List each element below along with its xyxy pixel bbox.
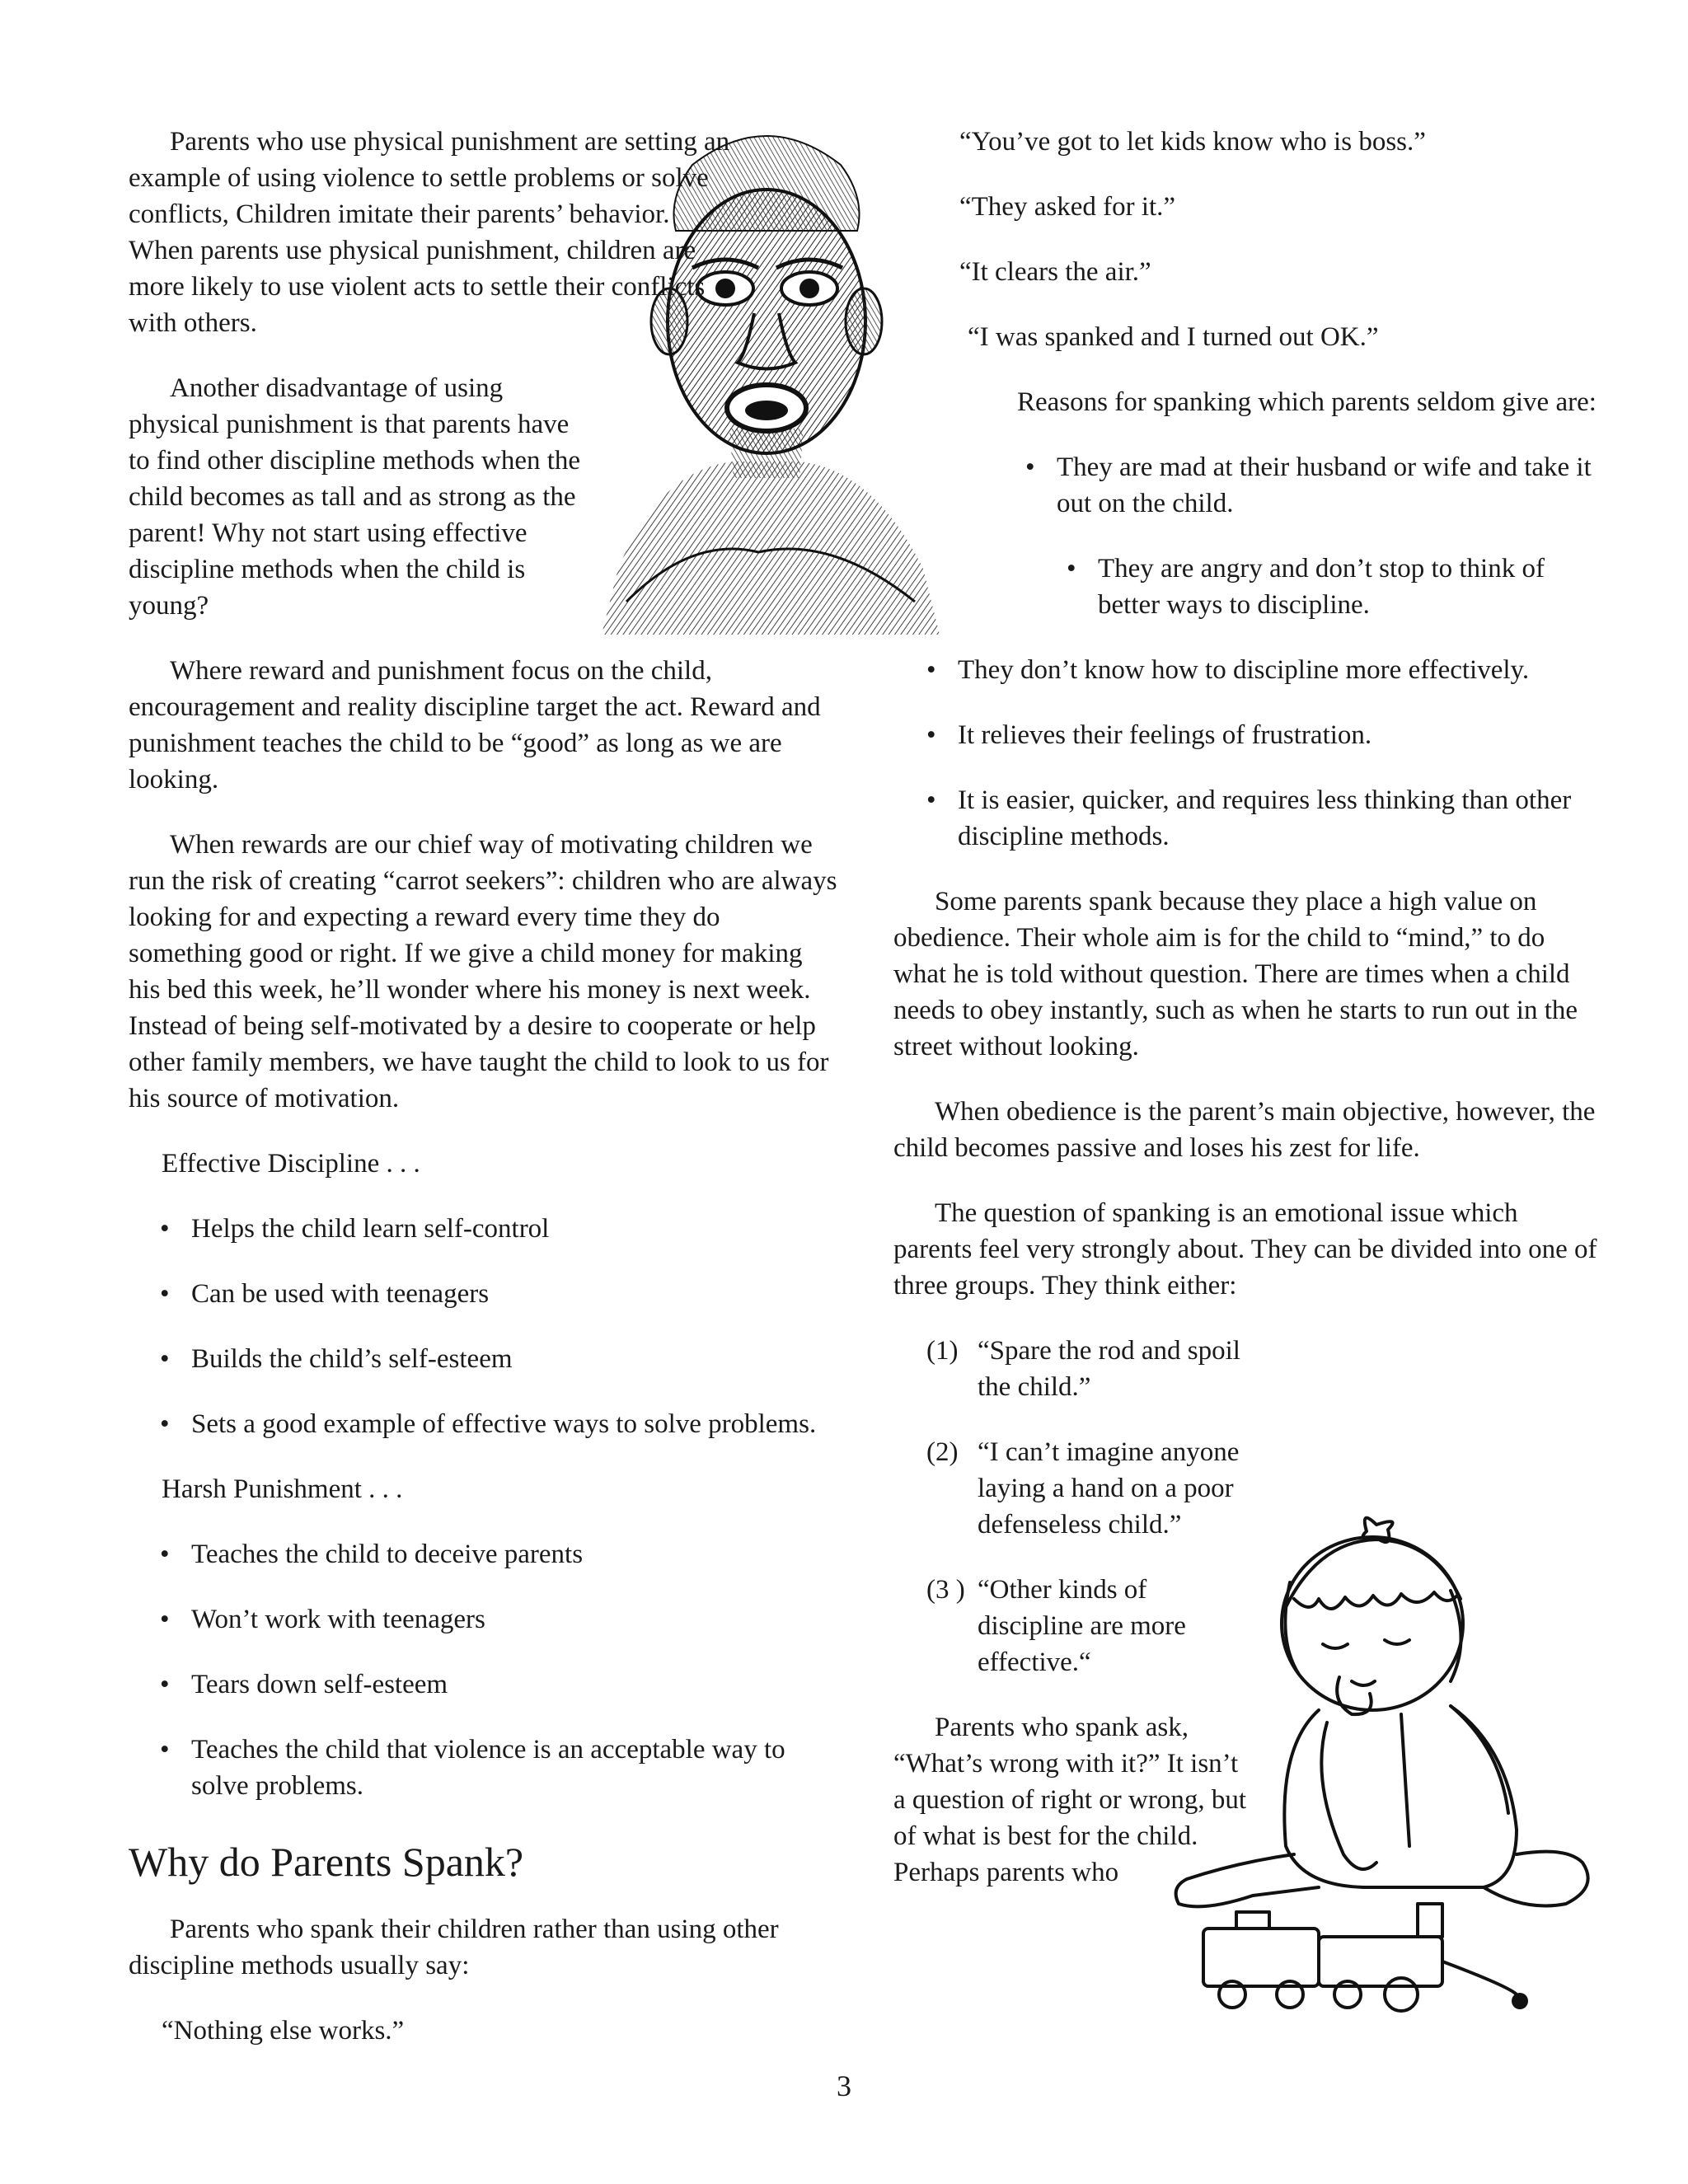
paragraph-disadvantage: Another disadvantage of using physical punishment is that parents have to find other discipline methods when the child becomes as tall and as strong as the parent! Why not start using effective discipline methods when the child is young? [129,373,581,621]
list-item: • They don’t know how to discipline more effectively. [926,652,1602,688]
page-number: 3 [837,2069,851,2102]
paragraph-spank-intro: Parents who spank their children rather than using other discipline methods usually say: [129,1915,779,1980]
paragraph-obedience: Some parents spank because they place a high value on obedience. Their whole aim is for the child to “mind,” to do what he is told without question. There are times when a child needs to obey instantly, such as when he starts to run out in the street without looking. [893,887,1578,1062]
section-title: Why do Parents Spank? [129,1839,524,1885]
list-item: • Can be used with teenagers [160,1276,837,1312]
list-text: “Other kinds of discipline are more effective.“ [978,1575,1186,1677]
list-item: • It relieves their feelings of frustration. [926,717,1602,753]
list-number: (2) [926,1437,959,1467]
quote-clears-air: “It clears the air.” [959,257,1151,287]
list-text: “I can’t imagine anyone laying a hand on a poor defenseless child.” [978,1437,1240,1540]
quote-asked-for-it: “They asked for it.” [959,192,1176,222]
list-number: (3 ) [926,1575,965,1605]
list-item [926,1434,1602,1543]
list-item: • Won’t work with teenagers [160,1601,837,1638]
paragraph-obedience-objective: When obedience is the parent’s main objective, however, the child becomes passive and loses his zest for life. [893,1097,1596,1163]
harsh-punishment-list [160,1536,837,1804]
image-wrap-spacer [738,124,837,346]
effective-discipline-heading: Effective Discipline . . . [162,1149,420,1179]
list-item: • Teaches the child to deceive parents [160,1536,837,1572]
list-item: • Tears down self-esteem [160,1666,837,1703]
list-item: • Teaches the child that violence is an acceptable way to solve problems. [160,1732,837,1804]
list-number: (1) [926,1336,959,1366]
paragraph-physical-punishment-example: Parents who use physical punishment are setting an example of using violence to settle problems or solve conflicts, Children imitate their parents’ behavior. When parents use physical punishment, children are more likely to use violent acts to settle their conflicts with others. [129,127,730,338]
left-column [129,124,837,2078]
harsh-punishment-heading: Harsh Punishment . . . [162,1474,403,1504]
image-wrap-spacer-3 [893,124,943,626]
list-item: • Sets a good example of effective ways to solve problems. [160,1406,837,1442]
paragraph-parents-who-spank-ask: Parents who spank ask, “What’s wrong with it?” It isn’t a question of right or wrong, but of what is best for the child. Perhaps parents who [893,1713,1247,1887]
reasons-intro: Reasons for spanking which parents seldom give are: [1017,387,1597,417]
quote-turned-out-ok: “I was spanked and I turned out OK.” [968,322,1379,352]
image-wrap-spacer-2 [590,370,837,617]
list-item [926,1333,1602,1405]
effective-discipline-list [160,1211,837,1442]
list-item: • It is easier, quicker, and requires less thinking than other discipline methods. [926,782,1602,855]
quote-nothing-else-works: “Nothing else works.” [162,2016,405,2046]
groups-list [926,1333,1602,1680]
paragraph-reward-punishment: Where reward and punishment focus on the child, encouragement and reality discipline target the act. Reward and punishment teaches the child to be “good” as long as we are looking. [129,656,821,794]
list-text: “Spare the rod and spoil the child.” [978,1336,1240,1402]
reasons-list [893,449,1602,855]
list-item: • Builds the child’s self-esteem [160,1341,837,1377]
right-column [893,124,1602,1919]
list-item [926,1572,1602,1680]
quote-boss: “You’ve got to let kids know who is boss.” [959,127,1426,157]
list-item: • They are mad at their husband or wife and take it out on the child. [1025,449,1602,522]
paragraph-carrot-seekers: When rewards are our chief way of motivating children we run the risk of creating “carrot seekers”: children who are always looking for and expecting a reward every time they do something good or right. If we give a child money for making his bed this week, he’ll wonder where his money is next week. Instead of being self-motivated by a desire to cooperate or help other family members, we have taught the child to look to us for his source of motivation. [129,830,837,1113]
paragraph-emotional-issue: The question of spanking is an emotional issue which parents feel very strongly about. They can be divided into one of three groups. They think either: [893,1198,1597,1301]
list-item: • They are angry and don’t stop to think of better ways to discipline. [1067,551,1602,623]
list-item: • Helps the child learn self-control [160,1211,837,1247]
